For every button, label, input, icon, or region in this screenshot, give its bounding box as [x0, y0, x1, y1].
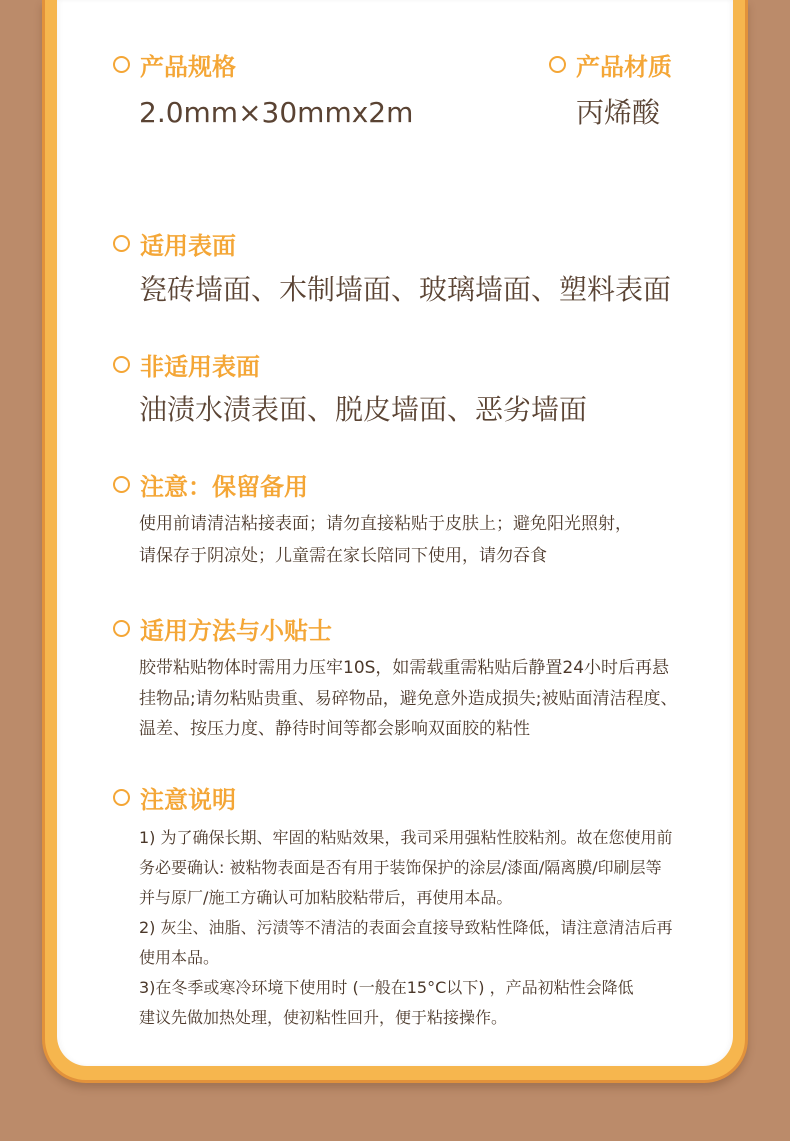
circle-outline-icon — [549, 56, 566, 73]
spec-material-value: 丙烯酸 — [576, 96, 661, 129]
heading-label: 注意说明 — [140, 785, 236, 814]
notes-line: 务必要确认: 被粘物表面是否有用于装饰保护的涂层/漆面/隔离膜/印刷层等 — [139, 858, 662, 877]
spec-material-heading — [549, 49, 672, 79]
notes-line: 2) 灰尘、油脂、污渍等不清洁的表面会直接导致粘性降低，请注意清洁后再 — [139, 918, 673, 937]
non-surfaces-heading — [113, 349, 260, 379]
tips-text — [139, 653, 677, 745]
notes-heading — [113, 782, 236, 812]
circle-outline-icon — [113, 620, 130, 637]
circle-outline-icon — [113, 235, 130, 252]
storage-heading — [113, 469, 308, 499]
heading-label: 产品规格 — [140, 52, 236, 81]
notes-line: 并与原厂/施工方确认可加粘胶粘带后，再使用本品。 — [139, 888, 513, 907]
notes-line: 使用本品。 — [139, 948, 220, 967]
tips-heading — [113, 613, 332, 643]
heading-label: 产品材质 — [576, 52, 672, 81]
tips-line: 挂物品;请勿粘贴贵重、易碎物品，避免意外造成损失;被贴面清洁程度、 — [139, 688, 678, 709]
circle-outline-icon — [113, 789, 130, 806]
circle-outline-icon — [113, 476, 130, 493]
surfaces-heading — [113, 228, 236, 258]
notes-text — [139, 823, 673, 1033]
notes-line: 建议先做加热处理，使初粘性回升，便于粘接操作。 — [139, 1008, 508, 1027]
tips-line: 胶带粘贴物体时需用力压牢10S，如需载重需粘贴后静置24小时后再悬 — [139, 658, 670, 678]
heading-label: 适用表面 — [140, 231, 236, 260]
storage-line: 请保存于阴凉处；儿童需在家长陪同下使用，请勿吞食 — [139, 546, 547, 566]
circle-outline-icon — [113, 56, 130, 73]
storage-text — [139, 508, 632, 572]
heading-label: 注意：保留备用 — [140, 472, 308, 501]
storage-line: 使用前请清洁粘接表面；请勿直接粘贴于皮肤上；避免阳光照射， — [139, 514, 632, 534]
spec-size-value: 2.0mm×30mmx2m — [139, 96, 414, 129]
notes-line: 1) 为了确保长期、牢固的粘贴效果，我司采用强粘性胶粘剂。故在您使用前 — [139, 828, 673, 847]
surfaces-text: 瓷砖墙面、木制墙面、玻璃墙面、塑料表面 — [139, 273, 672, 306]
circle-outline-icon — [113, 356, 130, 373]
spec-size-heading — [113, 49, 236, 79]
heading-label: 适用方法与小贴士 — [140, 616, 332, 645]
non-surfaces-text: 油渍水渍表面、脱皮墙面、恶劣墙面 — [139, 393, 588, 426]
heading-label: 非适用表面 — [140, 352, 260, 381]
notes-line: 3)在冬季或寒冷环境下使用时 (一般在15°C以下) ，产品初粘性会降低 — [139, 978, 634, 997]
tips-line: 温差、按压力度、静待时间等都会影响双面胶的粘性 — [139, 719, 530, 739]
